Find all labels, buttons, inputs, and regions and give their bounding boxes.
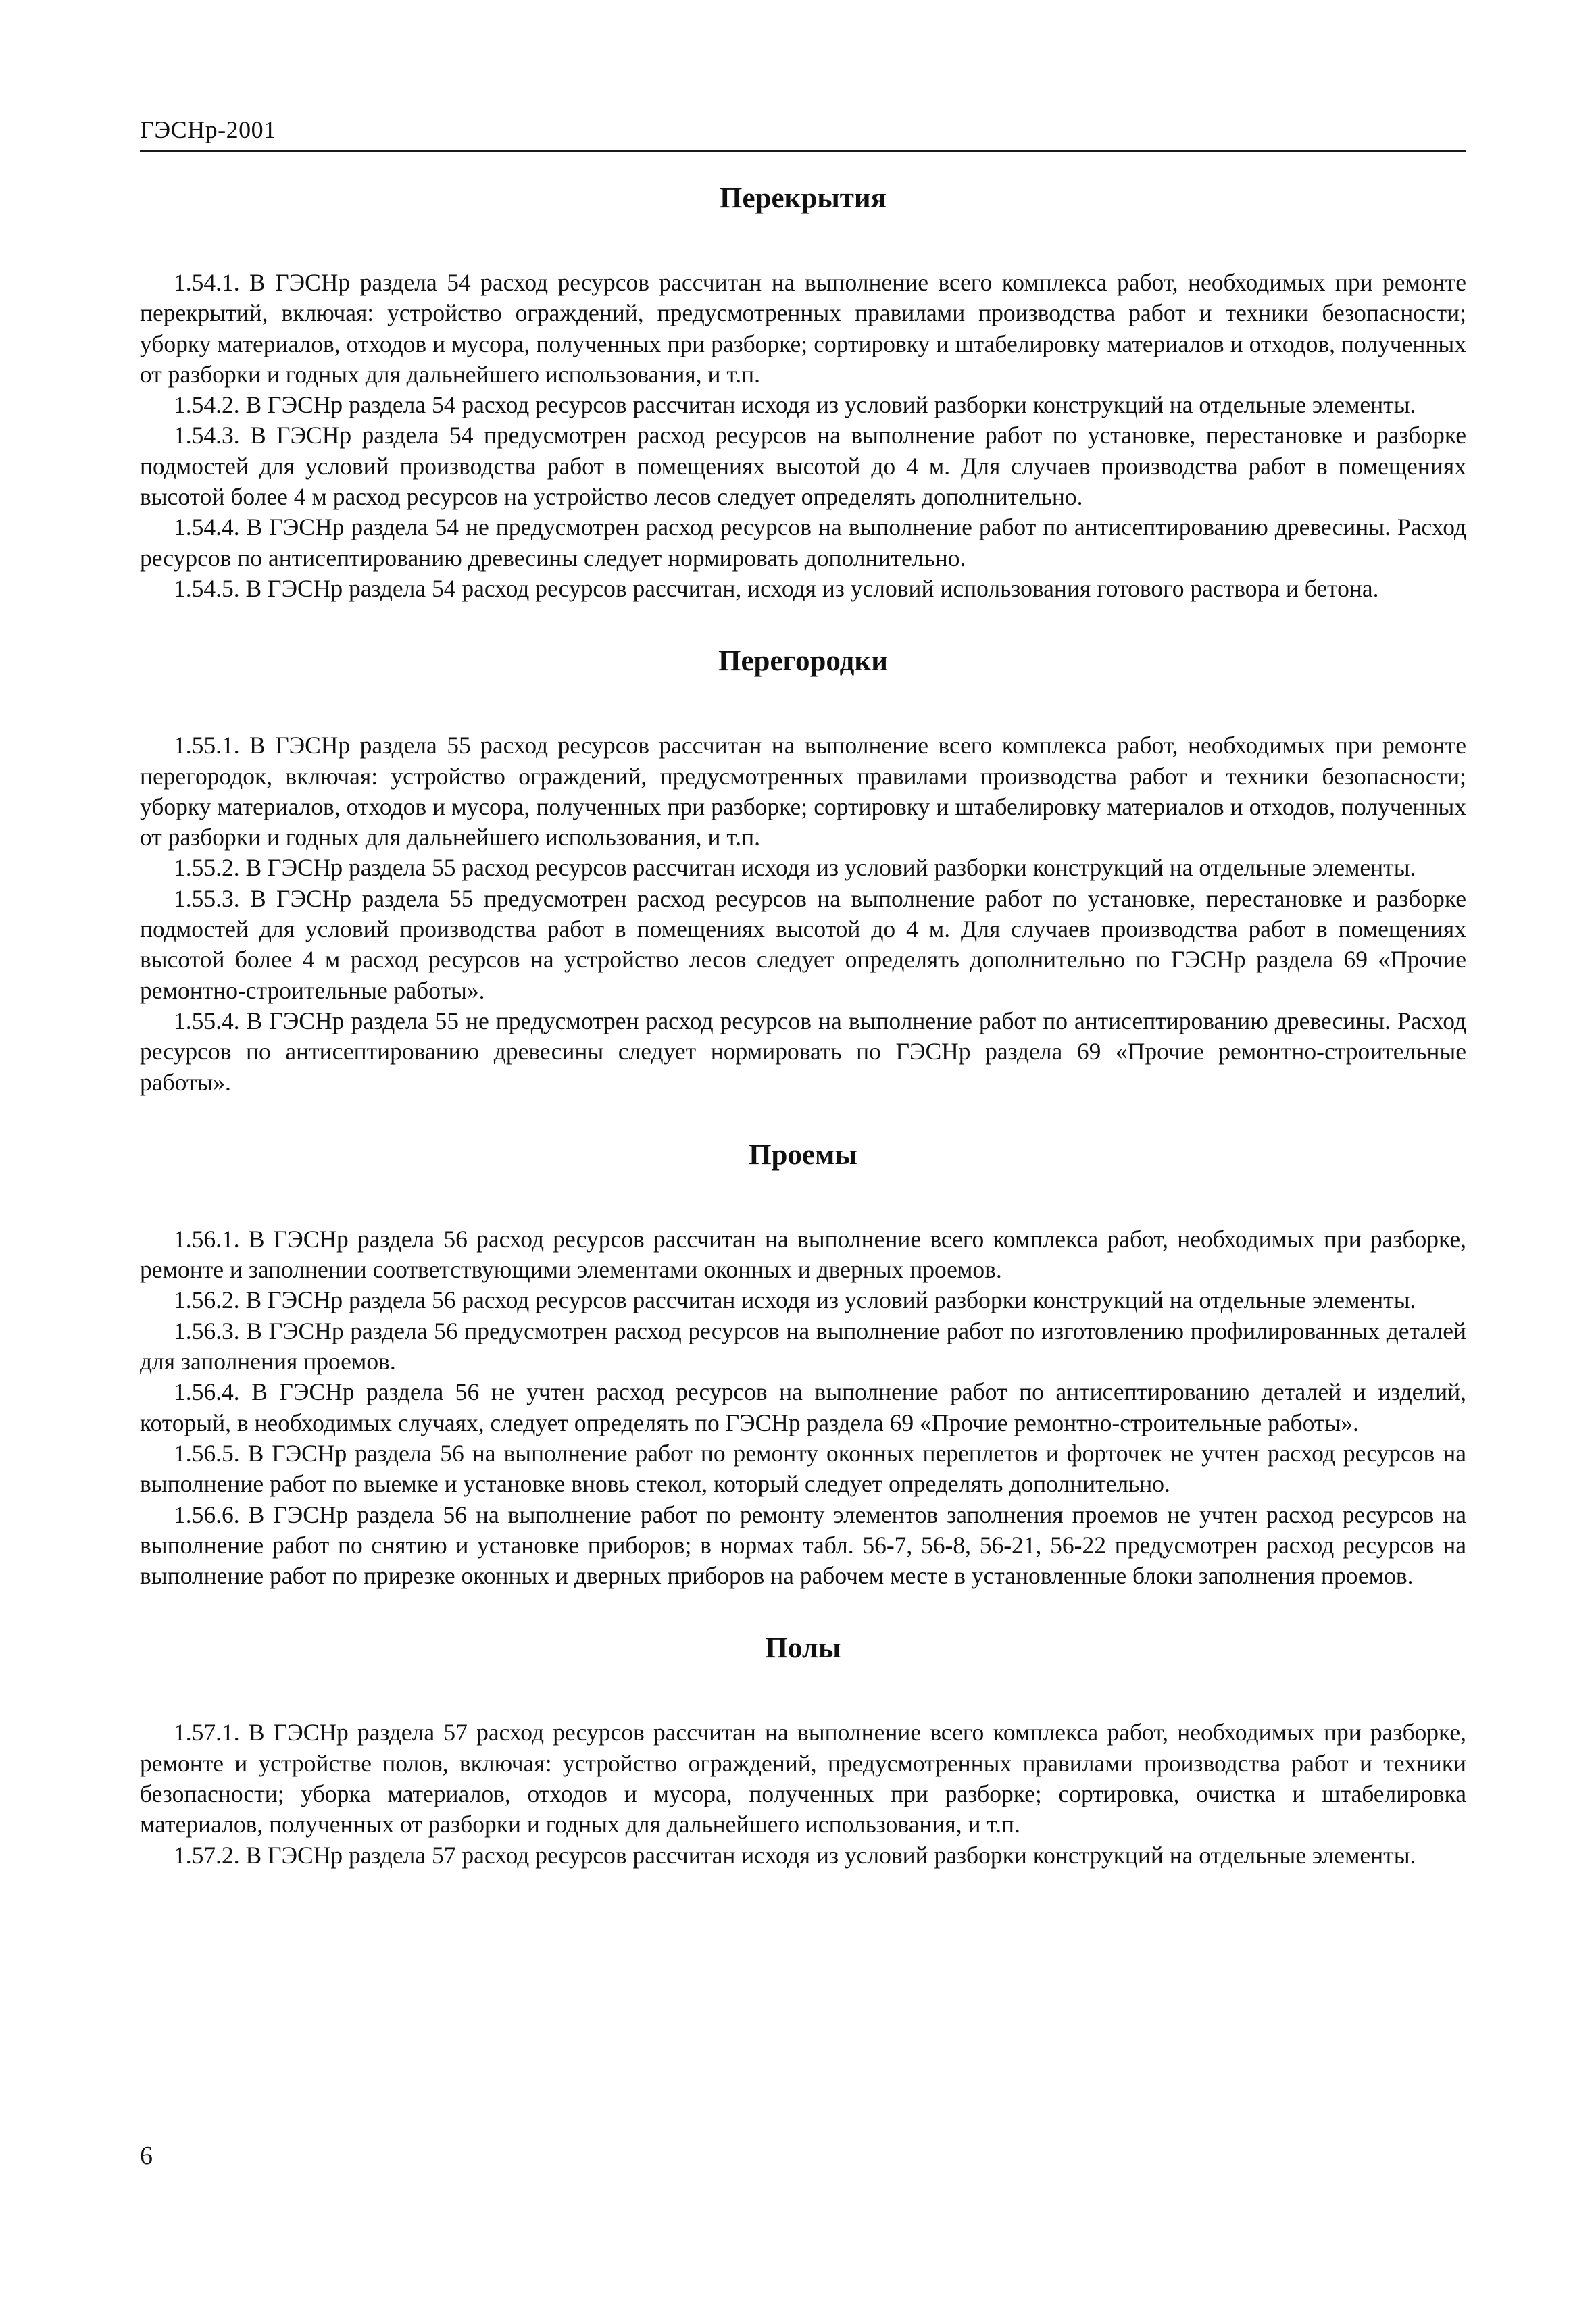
paragraph: 1.56.2. В ГЭСНр раздела 56 расход ресурсов рассчитан исходя из условий разборки конструкций на отдельные элементы.: [174, 1286, 1416, 1314]
paragraph: 1.56.1. В ГЭСНр раздела 56 расход ресурсов рассчитан на выполнение всего комплекса работ, необходимых при разборке, ремонте и заполнении соответствующими элементами оконных и дверных проемов.: [140, 1225, 1466, 1284]
running-header-title: ГЭСНр-2001: [140, 116, 276, 143]
paragraph: 1.54.4. В ГЭСНр раздела 54 не предусмотрен расход ресурсов на выполнение работ по антисептированию древесины. Расход ресурсов по антисептированию древесины следует нормировать дополнительно.: [140, 513, 1466, 572]
paragraph: 1.55.3. В ГЭСНр раздела 55 предусмотрен расход ресурсов на выполнение работ по установке, перестановке и разборке подмостей для условий производства работ в помещениях высотой до 4 м. Для случаев производства работ в помещениях высотой более 4 м расход ресурсов на устройство лесов следует определять дополнительно по ГЭСНр раздела 69 «Прочие ремонтно-строительные работы».: [140, 884, 1466, 1004]
paragraph: 1.57.1. В ГЭСНр раздела 57 расход ресурсов рассчитан на выполнение всего комплекса работ, необходимых при разборке, ремонте и устройстве полов, включая: устройство ограждений, предусмотренных правилами производства работ и техники безопасности; уборка материалов, отходов и мусора, полученных при разборке; сортировка, очистка и штабелировка материалов, полученных от разборки и годных для дальнейшего использования, и т.п.: [140, 1719, 1466, 1838]
paragraph: 1.54.3. В ГЭСНр раздела 54 предусмотрен расход ресурсов на выполнение работ по установке, перестановке и разборке подмостей для условий производства работ в помещениях высотой до 4 м. Для случаев производства работ в помещениях высотой более 4 м расход ресурсов на устройство лесов следует определять дополнительно.: [140, 422, 1466, 511]
section-peregorodki: [140, 604, 1466, 1098]
paragraph: 1.56.6. В ГЭСНр раздела 56 на выполнение работ по ремонту элементов заполнения проемов не учтен расход ресурсов на выполнение работ по снятию и установке приборов; в нормах табл. 56-7, 56-8, 56-21, 56-22 предусмотрен расход ресурсов на выполнение работ по прирезке оконных и дверных приборов на рабочем месте в установленные блоки заполнения проемов.: [140, 1501, 1466, 1590]
section-perekrytiya: [140, 157, 1466, 604]
paragraph: 1.54.5. В ГЭСНр раздела 54 расход ресурсов рассчитан, исходя из условий использования готового раствора и бетона.: [174, 574, 1379, 602]
paragraph: 1.56.4. В ГЭСНр раздела 56 не учтен расход ресурсов на выполнение работ по антисептированию деталей и изделий, который, в необходимых случаях, следует определять по ГЭСНр раздела 69 «Прочие ремонтно-строительные работы».: [140, 1378, 1466, 1436]
paragraph: 1.56.5. В ГЭСНр раздела 56 на выполнение работ по ремонту оконных переплетов и форточек не учтен расход ресурсов на выполнение работ по выемке и установке вновь стекол, который следует определять дополнительно.: [140, 1439, 1466, 1498]
paragraph: 1.57.2. В ГЭСНр раздела 57 расход ресурсов рассчитан исходя из условий разборки конструкций на отдельные элементы.: [174, 1841, 1416, 1869]
section-title: Перекрытия: [720, 182, 887, 214]
paragraph: 1.55.4. В ГЭСНр раздела 55 не предусмотрен расход ресурсов на выполнение работ по антисептированию древесины. Расход ресурсов по антисептированию древесины следует нормировать по ГЭСНр раздела 69 «Прочие ремонтно-строительные работы».: [140, 1007, 1466, 1096]
section-poly: [140, 1591, 1466, 1870]
page-content: [140, 157, 1466, 1871]
page-number: 6: [140, 2142, 153, 2170]
section-title: Полы: [765, 1632, 841, 1665]
paragraph: 1.55.1. В ГЭСНр раздела 55 расход ресурсов рассчитан на выполнение всего комплекса работ, необходимых при ремонте перегородок, включая: устройство ограждений, предусмотренных правилами производства работ и техники безопасности; уборку материалов, отходов и мусора, полученных при разборке; сортировку и штабелировку материалов и отходов, полученных от разборки и годных для дальнейшего использования, и т.п.: [140, 732, 1466, 851]
paragraph: 1.54.1. В ГЭСНр раздела 54 расход ресурсов рассчитан на выполнение всего комплекса работ, необходимых при ремонте перекрытий, включая: устройство ограждений, предусмотренных правилами производства работ и техники безопасности; уборку материалов, отходов и мусора, полученных при разборке; сортировку и штабелировку материалов и отходов, полученных от разборки и годных для дальнейшего использования, и т.п.: [140, 269, 1466, 388]
paragraph: 1.56.3. В ГЭСНр раздела 56 предусмотрен расход ресурсов на выполнение работ по изготовлению профилированных деталей для заполнения проемов.: [140, 1317, 1466, 1376]
section-title: Перегородки: [718, 645, 888, 678]
section-title: Проемы: [749, 1138, 857, 1171]
paragraph: 1.55.2. В ГЭСНр раздела 55 расход ресурсов рассчитан исходя из условий разборки конструкций на отдельные элементы.: [174, 854, 1416, 882]
paragraph: 1.54.2. В ГЭСНр раздела 54 расход ресурсов рассчитан исходя из условий разборки конструкций на отдельные элементы.: [174, 391, 1416, 419]
section-proemy: [140, 1098, 1466, 1592]
running-header: [140, 114, 1466, 152]
